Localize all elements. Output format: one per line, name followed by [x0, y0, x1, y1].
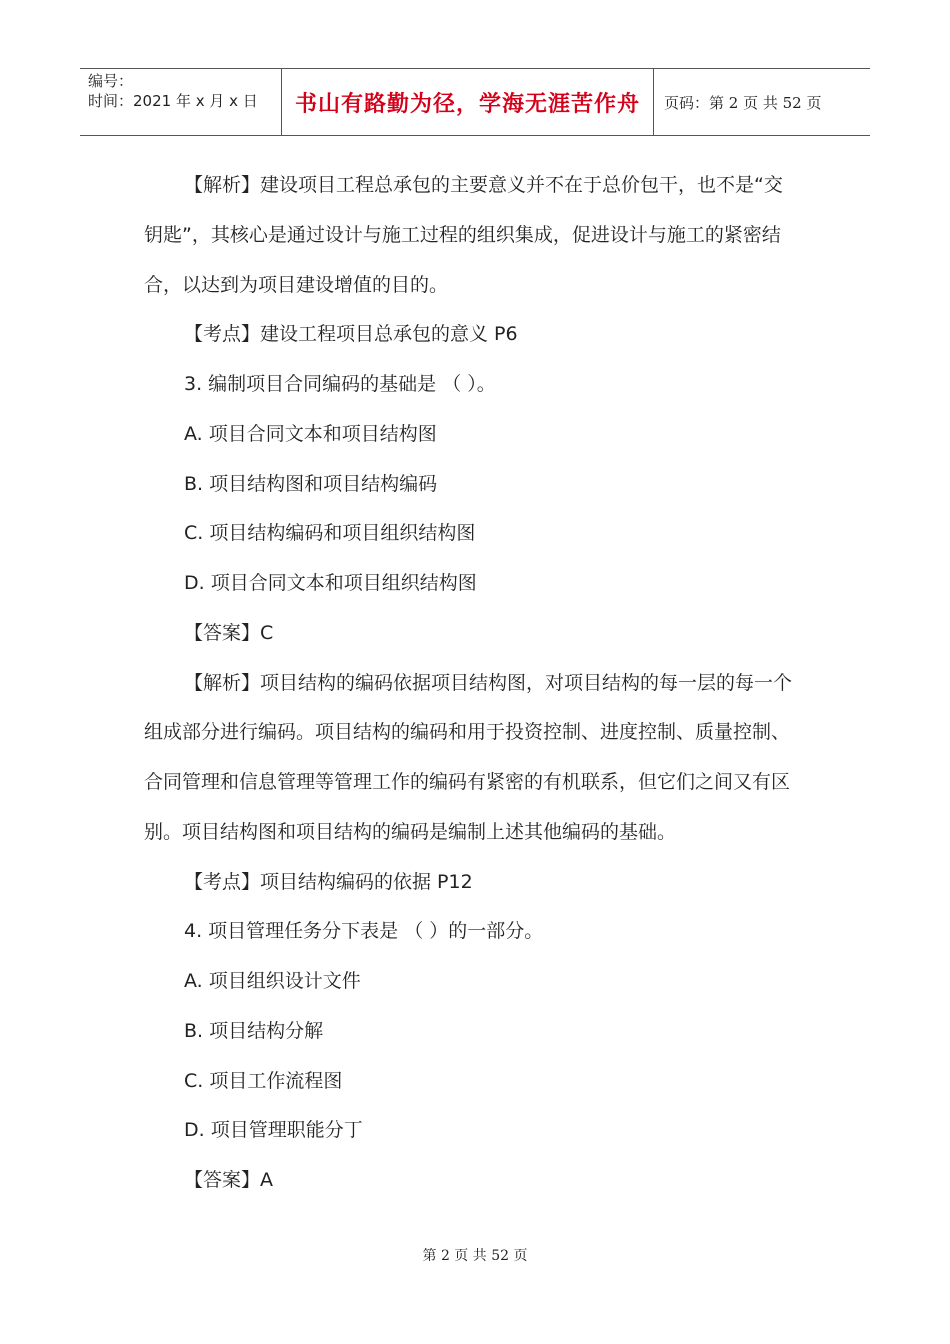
analysis-line: 合同管理和信息管理等管理工作的编码有紧密的有机联系，但它们之间又有区: [144, 771, 791, 793]
header-motto: 书山有路勤为径，学海无涯苦作舟: [294, 90, 640, 117]
question-3-option-a: A. 项目合同文本和项目结构图: [184, 423, 437, 445]
header-page-info: 页码：第 2 页 共 52 页: [664, 93, 822, 112]
document-number-label: 编号：: [88, 72, 134, 90]
question-4-option-b: B. 项目结构分解: [184, 1020, 324, 1042]
question-4: 4. 项目管理任务分下表是 （ ）的一部分。: [184, 920, 544, 942]
header-meta: [80, 69, 282, 135]
question-4-option-a: A. 项目组织设计文件: [184, 970, 361, 992]
key-point-line: 【考点】项目结构编码的依据 P12: [184, 871, 473, 893]
question-3-option-b: B. 项目结构图和项目结构编码: [184, 473, 438, 495]
analysis-line: 组成部分进行编码。项目结构的编码和用于投资控制、进度控制、质量控制、: [144, 721, 791, 743]
page-footer: 第 2 页 共 52 页: [422, 1248, 528, 1264]
question-4-option-d: D. 项目管理职能分丁: [184, 1119, 363, 1141]
page-header: [80, 68, 870, 136]
analysis-line: 钥匙”，其核心是通过设计与施工过程的组织集成，促进设计与施工的紧密结: [144, 224, 781, 246]
question-4-answer: 【答案】A: [184, 1169, 273, 1191]
question-3-option-d: D. 项目合同文本和项目组织结构图: [184, 572, 477, 594]
analysis-line: 别。项目结构图和项目结构的编码是编制上述其他编码的基础。: [144, 821, 677, 843]
key-point-line: 【考点】建设工程项目总承包的意义 P6: [184, 323, 518, 345]
header-motto-cell: [282, 69, 654, 135]
question-4-option-c: C. 项目工作流程图: [184, 1070, 343, 1092]
analysis-line: 【解析】项目结构的编码依据项目结构图，对项目结构的每一层的每一个: [184, 672, 793, 694]
header-page-info-cell: [654, 69, 870, 135]
document-date: 时间：2021 年 x 月 x 日: [88, 92, 258, 110]
question-3: 3. 编制项目合同编码的基础是 （ ）。: [184, 373, 496, 395]
question-3-answer: 【答案】C: [184, 622, 274, 644]
analysis-line: 【解析】建设项目工程总承包的主要意义并不在于总价包干，也不是“交: [184, 174, 783, 196]
analysis-line: 合，以达到为项目建设增值的目的。: [144, 274, 449, 296]
question-3-option-c: C. 项目结构编码和项目组织结构图: [184, 522, 476, 544]
